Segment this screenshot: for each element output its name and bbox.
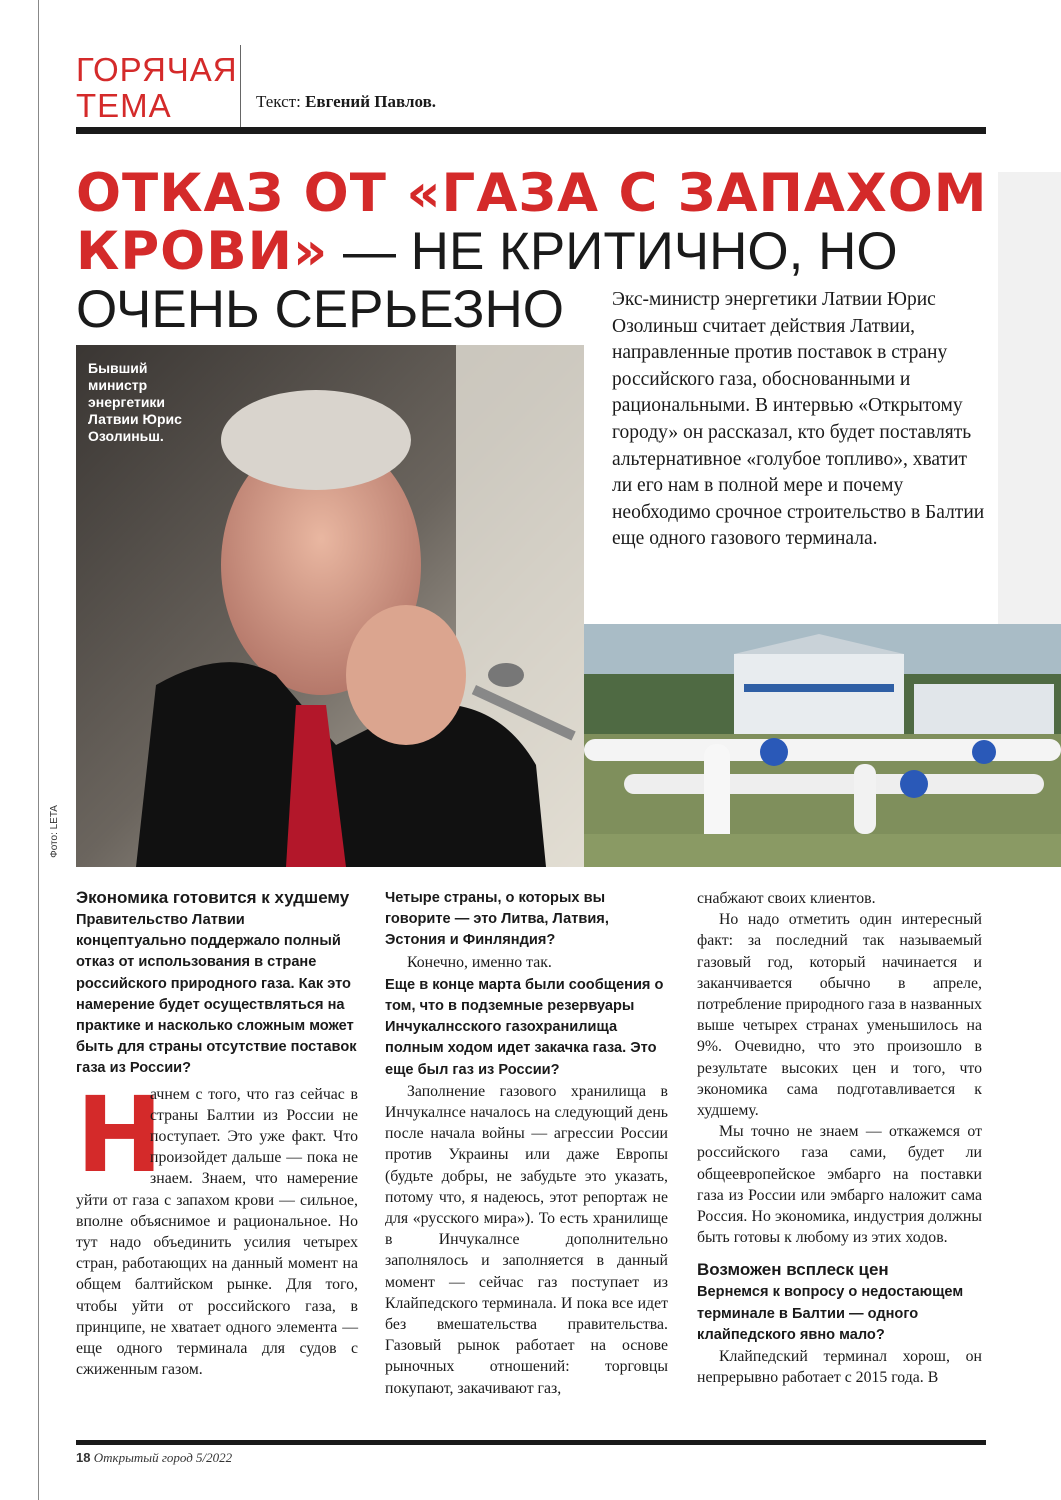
subheading-prices: Возможен всплеск цен [697, 1260, 889, 1280]
answer-1-text: ачнем с того, что газ сейчас в страны Балтии из России не поступает. Это уже факт. Что произойдет дальше — пока не знаем. Знаем, что намерение уйти от газа с запахом крови — сильное, вполне объяснимое и рациональное. Но тут надо объединить усилия четырех стран, работающих на данный момент на общем балтийском рынке. Для того, чтобы уйти от российского газа, в принципе, не хватает одного элемента — еще одного терминала для судов с сжиженным газом. [76, 1085, 358, 1379]
headline-rest: — НЕ КРИТИЧНО, НО ОЧЕНЬ СЕРЬЕЗНО [76, 222, 898, 339]
page-number: 18 [76, 1450, 91, 1465]
question-3: Еще в конце марта были сообщения о том, что в подземные резервуары Инчукалнсского газохранилища полным ходом идет закачка газа. Это еще был газ из России? [385, 976, 664, 1078]
section-label: ГОРЯЧАЯ ТЕМА [76, 51, 238, 124]
question-1: Правительство Латвии концептуально поддержало полный отказ от использования в стране российского природного газа. Как это намерение будет осуществляться на практике и насколько сложным может быть для страны отсутствие поставок газа из России? [76, 912, 357, 1077]
magazine-issue: Открытый город 5/2022 [93, 1450, 233, 1465]
byline-prefix: Текст: [256, 92, 301, 111]
footer [76, 1450, 232, 1466]
photo-credit-text: Фото: LETA [48, 805, 60, 858]
column-1 [76, 888, 358, 1380]
question-2: Четыре страны, о которых вы говорите — это Литва, Латвия, Эстония и Финляндия? [385, 890, 609, 949]
dropcap-text: Н [76, 1073, 164, 1196]
question-4: Вернемся к вопросу о недостающем терминале в Балтии — одного клайпедского явно мало? [697, 1284, 964, 1343]
answer-2: Конечно, именно так. [407, 953, 552, 971]
left-margin-rule [38, 0, 39, 1500]
subheading-economy: Экономика готовится к худшему [76, 888, 350, 907]
column-3 [697, 888, 982, 1388]
bottom-rule [76, 1440, 986, 1445]
photo-caption: Бывший министр энергетики Латвии Юрис Озолиньш. [88, 360, 182, 444]
right-sidebar-tint [998, 172, 1061, 624]
dropcap-letter [76, 1073, 164, 1196]
top-rule [76, 127, 986, 134]
answer-3-continued: снабжают своих клиентов. [697, 890, 876, 907]
lead-paragraph: Экс-министр энергетики Латвии Юрис Озолиньш считает действия Латвии, направленные против поставок в страну российского газа, обоснованными и рациональными. В интервью «Открытому городу» он рассказал, кто будет поставлять альтернативное «голубое топливо», хватит ли его нам в полной мере и почему необходимо срочное строительство в Балтии еще одного газового терминала. [612, 289, 985, 550]
answer-3: Заполнение газового хранилища в Инчукалнсе началось на следующий день после начала войны — агрессии России против Украины или даже Европы (будьте добры, не забудьте это указать, потому что, я надеюсь, этот репортаж не для «русского мира»). То есть хранилище в Инчукалнсе дополнительно заполнялось и заполняется в данный момент — сейчас газ поступает из Клайпедского терминала. И пока все идет без вмешательства правительства. Газовый рынок работает на основе рыночных отношений: торговцы покупают, закачивают газ, [385, 1082, 668, 1397]
paragraph-embargo: Мы точно не знаем — откажемся от российского газа сами, будет ли общеевропейское эмбарго на поставки газа из России или эмбарго наложит сама Россия. Но экономика, индустрия должны быть готовы к любому из этих ходов. [697, 1123, 982, 1247]
headline-red-part: ОТКАЗ ОТ «ГАЗА С ЗАПАХОМ КРОВИ» [76, 163, 988, 282]
gas-station-photo [584, 624, 1061, 867]
byline [256, 92, 436, 112]
header-divider [240, 45, 241, 127]
gas-station-illustration [584, 624, 1061, 867]
column-2 [385, 888, 668, 1399]
photo-credit [48, 800, 68, 866]
answer-4: Клайпедский терминал хорош, он непрерывно работает с 2015 года. В [697, 1348, 982, 1387]
byline-author: Евгений Павлов. [305, 92, 436, 111]
paragraph-consumption: Но надо отметить один интересный факт: за последний так называемый газовый год, который начинается и заканчивается обычно в апреле, потребление природного газа в названных выше четырех странах уменьшилось на 9%. Очевидно, что это произошло в результате высоких цен и того, что экономика сама подготавливается к худшему. [697, 911, 982, 1120]
answer-1 [76, 1073, 358, 1381]
